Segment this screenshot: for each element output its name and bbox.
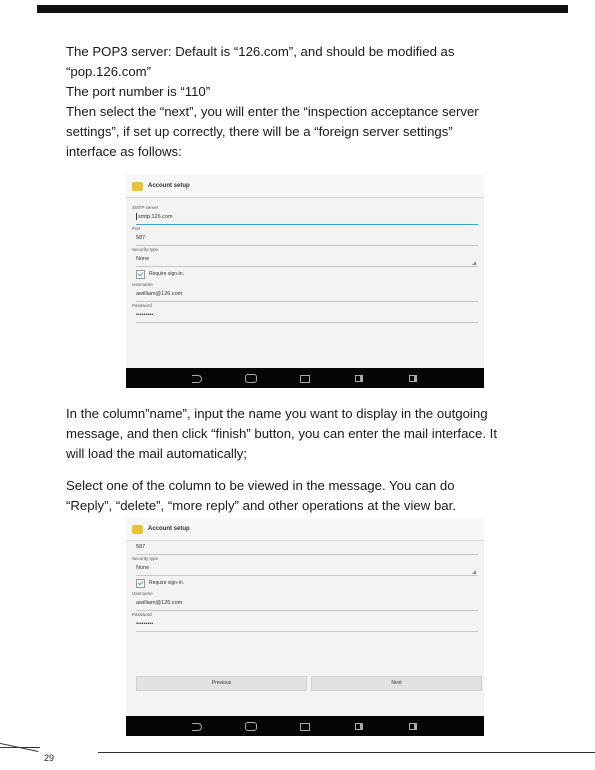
email-app-icon (132, 182, 143, 191)
account-setup-screenshot-2 (126, 518, 484, 736)
page-number: 29 (44, 753, 55, 763)
text-line: interface as follows: (66, 144, 182, 159)
security-value: None (136, 256, 150, 262)
require-signin-checkbox-row[interactable] (136, 576, 484, 590)
require-signin-label: Require sign-in. (149, 271, 185, 277)
header-rule (37, 5, 568, 13)
port-label: Port (132, 226, 141, 231)
title-bar (126, 518, 484, 541)
volume-up-icon[interactable] (406, 373, 420, 383)
security-label: Security type (132, 556, 159, 561)
back-icon[interactable] (190, 721, 204, 731)
footer-rule-diagonal (0, 738, 38, 752)
security-type-spinner[interactable] (136, 562, 478, 576)
screen-title: Account setup (148, 526, 190, 532)
security-label: Security type (132, 247, 159, 252)
text-line: In the column”name”, input the name you want to display in the outgoing (66, 406, 488, 421)
require-signin-label: Require sign-in. (149, 580, 185, 586)
username-label: Username (132, 591, 153, 596)
spinner-arrow-icon (472, 570, 476, 574)
password-field[interactable] (136, 309, 478, 323)
port-value: 587 (136, 544, 146, 550)
password-field[interactable] (136, 618, 478, 632)
text-line: The POP3 server: Default is “126.com”, and should be modified as (66, 44, 455, 59)
android-nav-bar (126, 716, 484, 736)
account-setup-screenshot-1 (126, 175, 484, 388)
text-line: Then select the “next”, you will enter the “inspection acceptance server (66, 104, 479, 119)
text-line: Select one of the column to be viewed in the message. You can do (66, 478, 455, 493)
text-line: settings”, if set up correctly, there will be a “foreign server settings” (66, 124, 453, 139)
text-cursor (136, 213, 137, 220)
require-signin-checkbox-row[interactable] (136, 267, 484, 281)
smtp-label: SMTP server (132, 205, 159, 210)
security-value: None (136, 565, 150, 571)
text-line: “pop.126.com” (66, 64, 152, 79)
text-line: message, and then click “finish” button, you can enter the mail interface. It (66, 426, 498, 441)
text-line: “Reply”, “delete”, “more reply” and other operations at the view bar. (66, 498, 456, 513)
password-value: ••••••••• (136, 621, 154, 627)
previous-button[interactable]: Previous (136, 676, 307, 691)
username-value: awilliam@126.com (136, 291, 183, 297)
android-nav-bar (126, 368, 484, 388)
volume-up-icon[interactable] (406, 721, 420, 731)
port-value: 587 (136, 235, 146, 241)
checkbox-checked-icon[interactable] (136, 579, 145, 588)
port-field[interactable] (136, 232, 478, 246)
password-label: Password (132, 303, 152, 308)
home-icon[interactable] (244, 373, 258, 383)
back-icon[interactable] (190, 373, 204, 383)
username-field[interactable] (136, 288, 478, 302)
email-app-icon (132, 525, 143, 534)
volume-down-icon[interactable] (352, 373, 366, 383)
username-label: Username (132, 282, 153, 287)
home-icon[interactable] (244, 721, 258, 731)
footer-rule (98, 752, 595, 753)
recent-apps-icon[interactable] (298, 721, 312, 731)
text-line: will load the mail automatically; (66, 446, 248, 461)
next-button[interactable]: Next (311, 676, 482, 691)
checkbox-checked-icon[interactable] (136, 270, 145, 279)
wizard-buttons (136, 676, 482, 691)
screen-title: Account setup (148, 183, 190, 189)
password-label: Password (132, 612, 152, 617)
spinner-arrow-icon (472, 261, 476, 265)
title-bar (126, 175, 484, 198)
paragraph-view-bar (66, 476, 456, 516)
username-value: awilliam@126.com (136, 600, 183, 606)
username-field[interactable] (136, 597, 478, 611)
smtp-value: smtp.126.com (138, 214, 173, 220)
password-value: ••••••••• (136, 312, 154, 318)
smtp-server-field[interactable] (136, 211, 478, 225)
text-line: The port number is “110” (66, 84, 211, 99)
volume-down-icon[interactable] (352, 721, 366, 731)
paragraph-name-column (66, 404, 497, 464)
recent-apps-icon[interactable] (298, 373, 312, 383)
paragraph-pop3-settings (66, 42, 479, 162)
security-type-spinner[interactable] (136, 253, 478, 267)
port-field[interactable] (136, 541, 478, 555)
